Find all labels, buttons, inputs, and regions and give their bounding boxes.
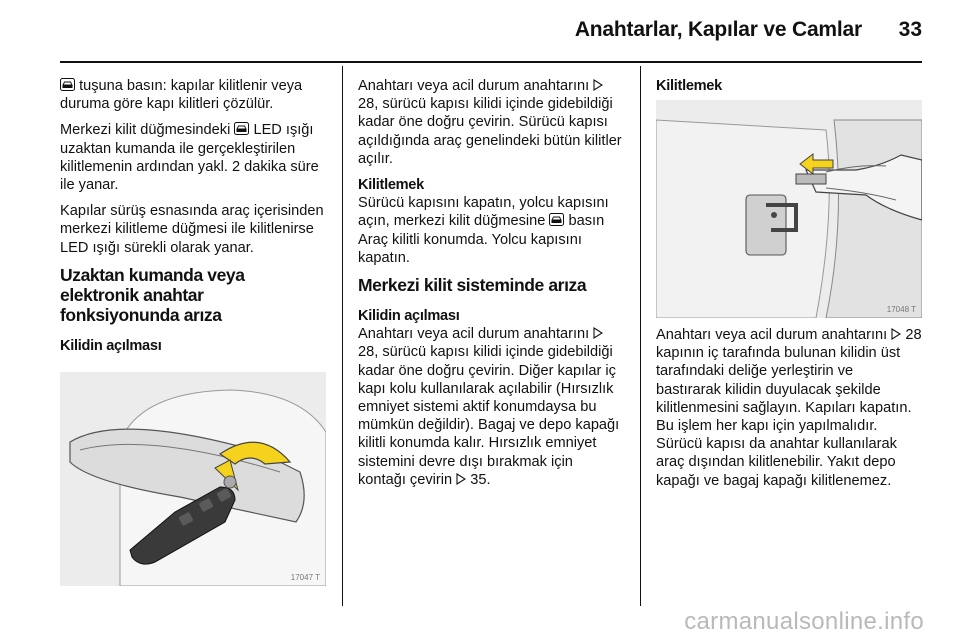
paragraph-text: Anahtarı veya acil durum anahtarını (656, 327, 888, 343)
page-header (60, 16, 922, 46)
column-2 (358, 77, 624, 497)
paragraph-text: LED ışığı uzaktan kumanda ile gerçekleştirilen kilitlemenin ardından yakl. 2 dakika süre ile yanar. (60, 122, 319, 194)
page-reference-icon (456, 473, 466, 485)
car-door-handle-key-icon (60, 372, 326, 586)
header-rule (60, 61, 922, 63)
paragraph (358, 77, 624, 168)
column-divider (640, 66, 641, 606)
figure-code: 17048 T (886, 305, 916, 314)
column-1 (60, 77, 326, 355)
paragraph-text: tuşuna basın: kapılar kilitlenir veya duruma göre kapı kilitleri çözülür. (60, 78, 303, 113)
column-3-body (656, 326, 922, 498)
door-lock-key-icon (656, 100, 922, 318)
paragraph (358, 325, 624, 489)
paragraph: Kapılar sürüş esnasında araç içerisinden merkezi kilitleme düğmesi ile kilitlenirse LED ışığı sürekli olarak yanar. (60, 203, 324, 256)
car-lock-icon (549, 213, 564, 226)
page-reference-icon (593, 79, 603, 91)
subheading: Kilidin açılması (358, 308, 460, 325)
section-heading: Merkezi kilit sisteminde arıza (358, 275, 587, 296)
page-reference-icon (891, 328, 901, 340)
column-3 (656, 77, 922, 95)
paragraph-text: 35. (470, 471, 491, 488)
paragraph-text: Anahtarı veya acil durum anahtarını (358, 78, 590, 94)
page-title: Anahtarlar, Kapılar ve Camlar (574, 18, 862, 41)
paragraph (656, 326, 922, 490)
door-lock-illustration (656, 100, 922, 318)
car-lock-icon (60, 78, 75, 91)
column-divider (342, 66, 343, 606)
paragraph-text: 28, sürücü kapısı kilidi içinde gidebildiği kadar öne doğru çevirin. Sürücü kapısı açıldığında araç genelindeki bütün kilitler açılır. (358, 96, 622, 167)
paragraph-text: 28 kapının iç tarafında bulunan kilidin üst tarafındaki deliğe yerleştirin ve bastırarak kilidin duyulacak şekilde kilitlenmesini sağlayın. Kapıları kapatın. Bu işlem her kapı için yapılmalıdır. Sürücü kapısı da anahtar kullanılarak araç dışından kilitlenebilir. Yakıt depo kapağı ve bagaj kapağı kilitlenemez. (656, 327, 922, 489)
paragraph (60, 121, 326, 194)
figure-code: 17047 T (290, 573, 320, 582)
paragraph-text: Merkezi kilit düğmesindeki (60, 122, 231, 139)
remote-key-illustration (60, 372, 326, 586)
paragraph-text: 28, sürücü kapısı kilidi içinde gidebildiği kadar öne doğru çevirin. Diğer kapılar iç kapı kolu kullanılarak açılabilir (Hırsızlık emniyet sistemi aktif konumdaysa bu mümkün değildir). Bagaj ve depo kapağı kilitli konumda kalır. Hırsızlık emniyet sistemini devre dışı bırakmak için kontağı çevirin (358, 344, 620, 488)
watermark: carmanualsonline.info (684, 608, 924, 635)
subheading: Kilitlemek (656, 78, 722, 94)
car-lock-icon (234, 122, 249, 135)
section-heading: Uzaktan kumanda veya elektronik anahtar fonksiyonunda arıza (60, 264, 245, 325)
paragraph-text: basın Araç kilitli konumda. Yolcu kapısını kapatın. (358, 213, 605, 266)
page-number: 33 (898, 18, 922, 41)
paragraph (358, 194, 624, 267)
paragraph-text: Anahtarı veya acil durum anahtarını (358, 326, 590, 343)
paragraph (60, 77, 326, 113)
subheading: Kilitlemek (358, 177, 424, 194)
subheading: Kilidin açılması (60, 337, 162, 354)
paragraph-text: Sürücü kapısını kapatın, yolcu kapısını açın, merkezi kilit düğmesine (358, 195, 609, 230)
page-reference-icon (593, 327, 603, 339)
